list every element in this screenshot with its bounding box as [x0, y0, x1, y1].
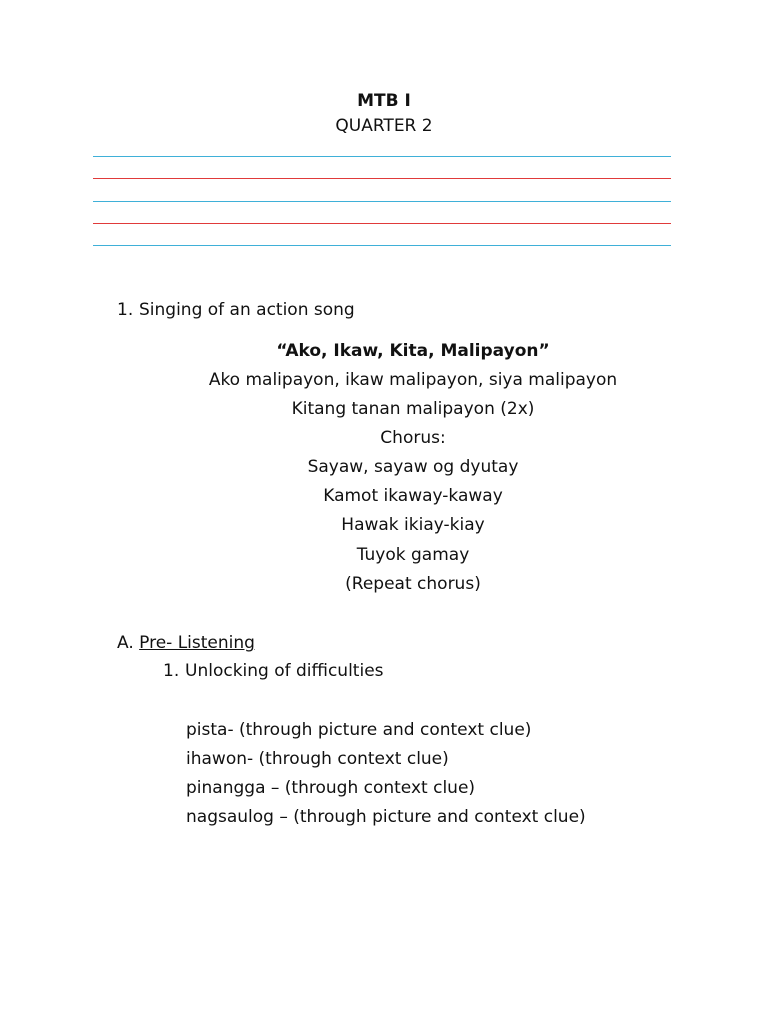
ruled-line-blue [93, 245, 671, 246]
lyric-line: Kitang tanan malipayon (2x) [291, 399, 535, 419]
lyric-line: Hawak ikiay-kiay [341, 515, 485, 535]
ruled-line-blue [93, 156, 671, 157]
sectionA-subheading [163, 660, 384, 682]
section1-heading-text: Singing of an action song [139, 300, 355, 320]
section1-number: 1. [117, 300, 134, 320]
vocabulary-item: pista- (through picture and context clue) [186, 720, 532, 740]
song-title: “Ako, Ikaw, Kita, Malipayon” [276, 341, 550, 361]
document-title: MTB I [357, 91, 411, 111]
vocabulary-item: nagsaulog – (through picture and context clue) [186, 807, 586, 827]
ruled-line-blue [93, 201, 671, 202]
section1-heading [117, 299, 355, 321]
sectionA-heading [117, 632, 255, 654]
lyric-line: Chorus: [380, 428, 446, 448]
lyric-line: Kamot ikaway-kaway [323, 486, 503, 506]
vocabulary-item: ihawon- (through context clue) [186, 749, 449, 769]
ruled-line-red [93, 178, 671, 179]
sectionA-subheading-text: Unlocking of difficulties [185, 661, 384, 681]
lyric-line: Sayaw, sayaw og dyutay [307, 457, 519, 477]
lyric-line: Ako malipayon, ikaw malipayon, siya malipayon [208, 370, 618, 390]
sectionA-heading-text: Pre- Listening [139, 633, 255, 653]
vocabulary-item: pinangga – (through context clue) [186, 778, 476, 798]
sectionA-letter: A. [117, 633, 134, 653]
sectionA-sub-number: 1. [163, 661, 180, 681]
ruled-line-red [93, 223, 671, 224]
document-subtitle: QUARTER 2 [335, 116, 433, 136]
lyric-line: (Repeat chorus) [345, 574, 481, 594]
lyric-line: Tuyok gamay [356, 545, 470, 565]
